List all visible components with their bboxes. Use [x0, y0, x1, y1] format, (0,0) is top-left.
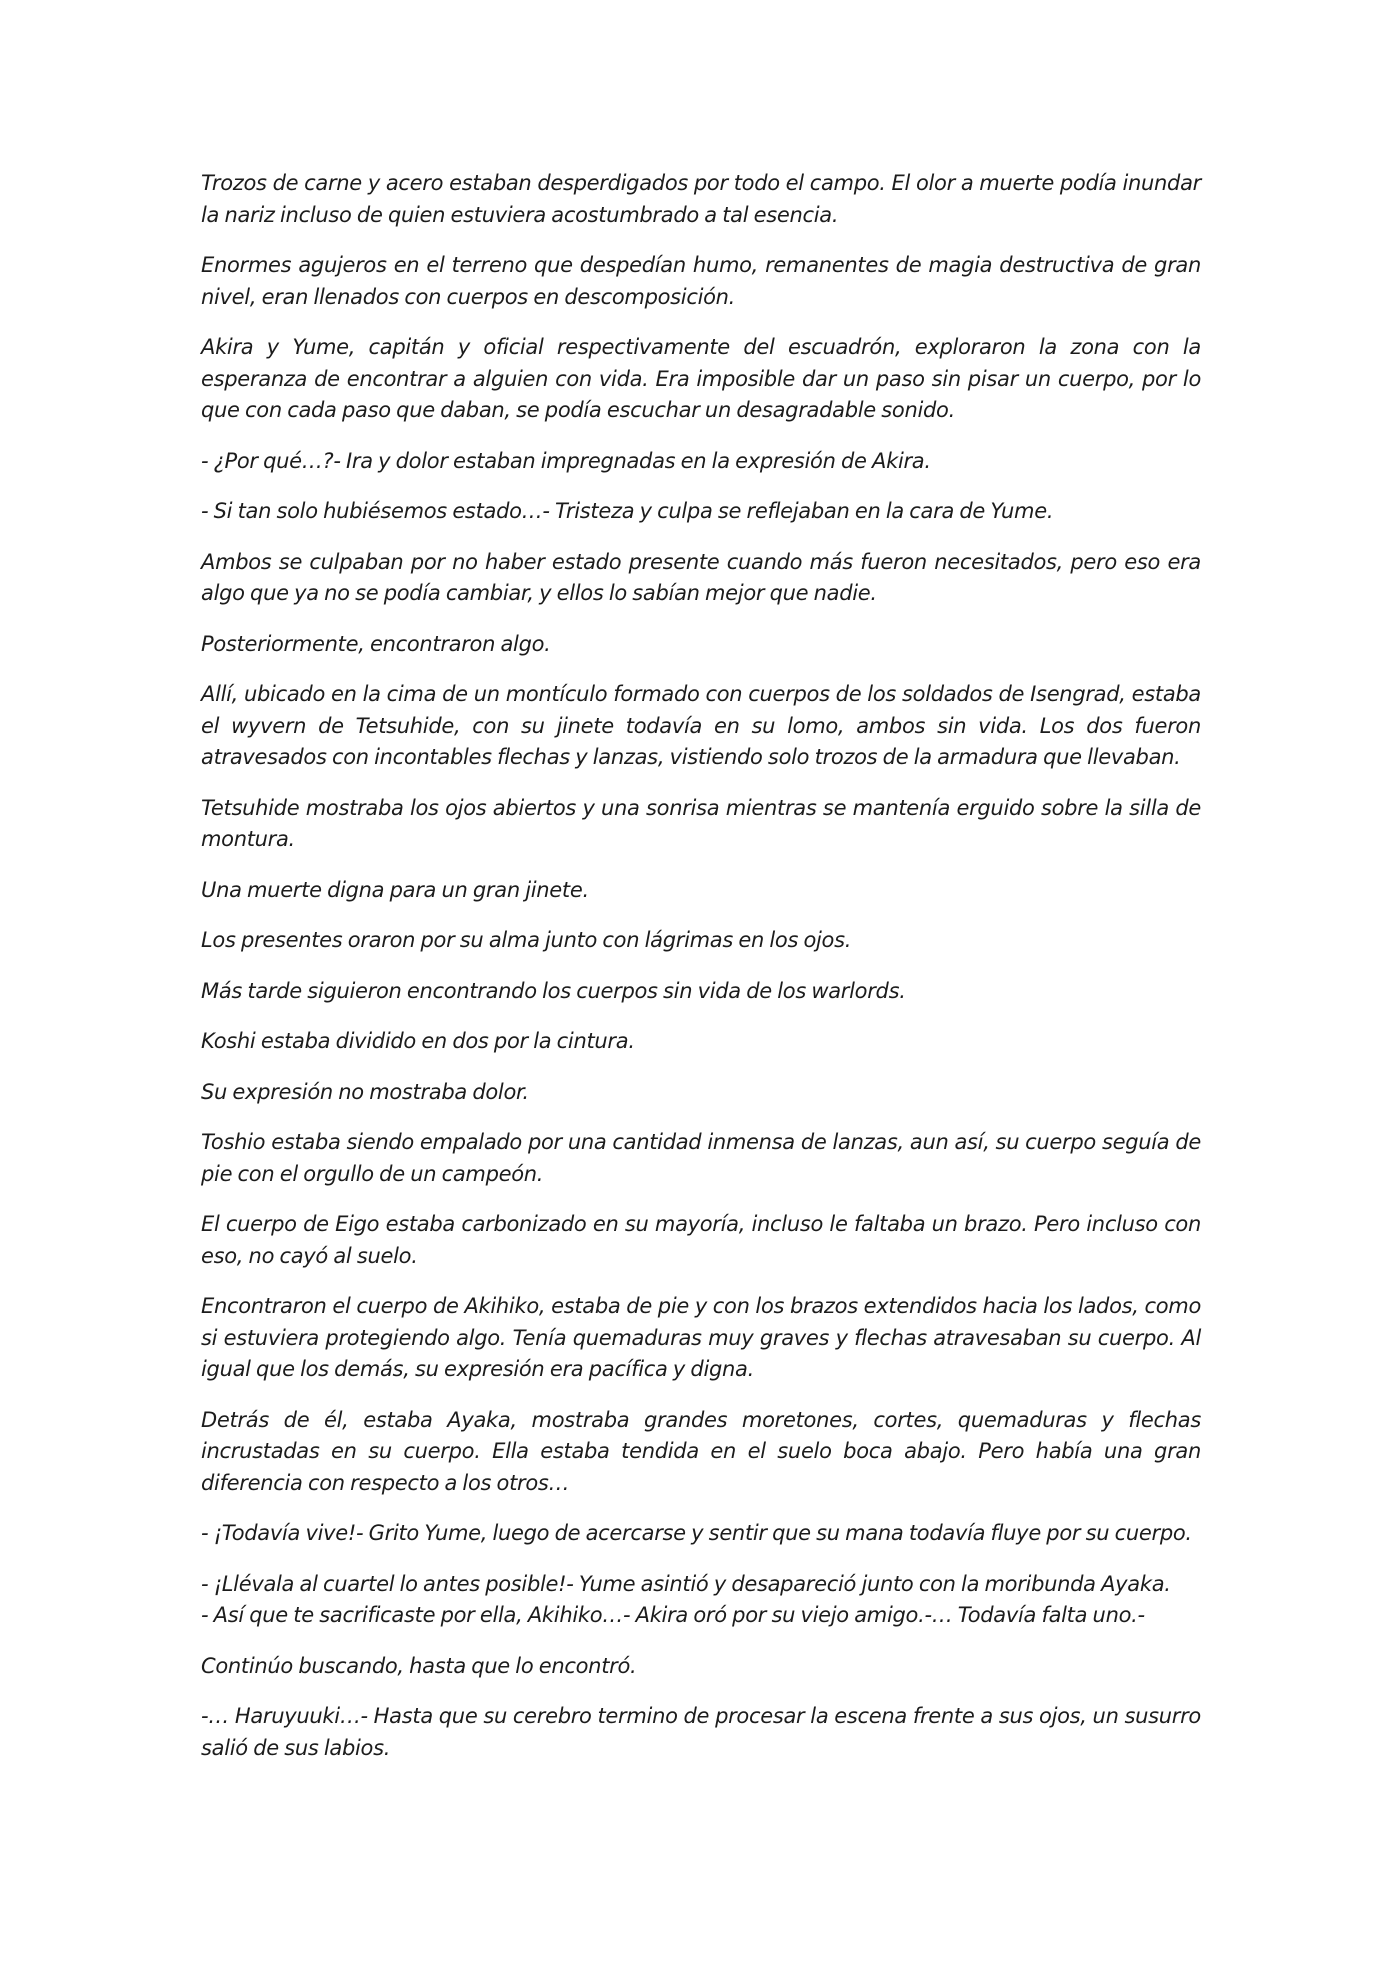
dialogue-line: - Así que te sacrificaste por ella, Akihiko…- Akira oró por su viejo amigo.-… Todavía falta uno.- — [201, 1603, 1145, 1627]
paragraph: Más tarde siguieron encontrando los cuerpos sin vida de los warlords. — [201, 978, 906, 1003]
paragraph: Continúo buscando, hasta que lo encontró. — [201, 1653, 637, 1678]
dialogue-line: - ¡Llévala al cuartel lo antes posible!- Yume asintió y desapareció junto con la moribunda Ayaka. — [201, 1571, 1171, 1596]
paragraph: Detrás de él, estaba Ayaka, mostraba grandes moretones, cortes, quemaduras y flechas incrustadas en su cuerpo. Ella estaba tendida en el suelo boca abajo. Pero había una gran diferencia con respecto a los otros… — [201, 1407, 1201, 1495]
paragraph: Akira y Yume, capitán y oficial respectivamente del escuadrón, exploraron la zona con la esperanza de encontrar a alguien con vida. Era imposible dar un paso sin pisar un cuerpo, por lo que con cada paso que daban, se podía escuchar un desagradable sonido. — [201, 335, 1201, 422]
paragraph: Ambos se culpaban por no haber estado presente cuando más fueron necesitados, pero eso era algo que ya no se podía cambiar, y ellos lo sabían mejor que nadie. — [201, 549, 1201, 605]
dialogue-line: -… Haruyuuki…- Hasta que su cerebro termino de procesar la escena frente a sus ojos, un susurro salió de sus labios. — [201, 1704, 1201, 1760]
dialogue-line: - Si tan solo hubiésemos estado…- Tristeza y culpa se reflejaban en la cara de Yume. — [201, 499, 1054, 523]
paragraph: Tetsuhide mostraba los ojos abiertos y una sonrisa mientras se mantenía erguido sobre la silla de montura. — [201, 795, 1201, 851]
paragraph: Enormes agujeros en el terreno que despedían humo, remanentes de magia destructiva de gran nivel, eran llenados con cuerpos en descomposición. — [201, 253, 1201, 309]
paragraph: Trozos de carne y acero estaban desperdigados por todo el campo. El olor a muerte podía inundar la nariz incluso de quien estuviera acostumbrado a tal esencia. — [201, 171, 1201, 227]
paragraph: Posteriormente, encontraron algo. — [201, 631, 551, 656]
paragraph: Una muerte digna para un gran jinete. — [201, 877, 589, 902]
dialogue-line: - ¡Todavía vive!- Grito Yume, luego de acercarse y sentir que su mana todavía fluye por su cuerpo. — [201, 1521, 1192, 1545]
paragraph: Su expresión no mostraba dolor. — [201, 1079, 529, 1104]
paragraph: Toshio estaba siendo empalado por una cantidad inmensa de lanzas, aun así, su cuerpo seguía de pie con el orgullo de un campeón. — [201, 1130, 1201, 1186]
paragraph: El cuerpo de Eigo estaba carbonizado en su mayoría, incluso le faltaba un brazo. Pero incluso con eso, no cayó al suelo. — [201, 1212, 1201, 1268]
paragraph: Koshi estaba dividido en dos por la cintura. — [201, 1029, 635, 1053]
paragraph: Encontraron el cuerpo de Akihiko, estaba de pie y con los brazos extendidos hacia los lados, como si estuviera protegiendo algo. Tenía quemaduras muy graves y flechas atravesaban su cuerpo. Al igual que los demás, su expresión era pacífica y digna. — [201, 1294, 1201, 1381]
paragraph: Allí, ubicado en la cima de un montículo formado con cuerpos de los soldados de Isengrad, estaba el wyvern de Tetsuhide, con su jinete todavía en su lomo, ambos sin vida. Los dos fueron atravesados con incontables flechas y lanzas, vistiendo solo trozos de la armadura que llevaban. — [201, 682, 1201, 769]
story-text — [201, 168, 1201, 1783]
paragraph: Los presentes oraron por su alma junto con lágrimas en los ojos. — [201, 928, 852, 952]
dialogue-line: - ¿Por qué…?- Ira y dolor estaban impregnadas en la expresión de Akira. — [201, 448, 931, 473]
